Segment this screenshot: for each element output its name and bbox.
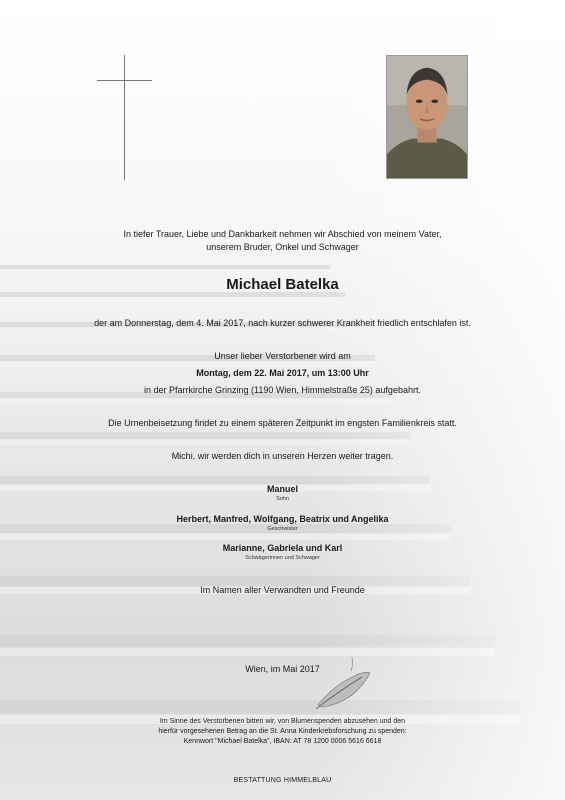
mourner-names: Marianne, Gabriela und Karl (222, 543, 343, 553)
deceased-name: Michael Batelka (226, 276, 339, 293)
mourner-names: Herbert, Manfred, Wolfgang, Beatrix und Angelika (176, 514, 389, 524)
farewell-line: Michi, wir werden dich in unseren Herzen weiter tragen. (171, 451, 394, 461)
donation-line-2: hierfür vorgesehenen Betrag an die St. Anna Kinderkrebsforschung zu spenden: (158, 728, 407, 735)
intro-line-1: In tiefer Trauer, Liebe und Dankbarkeit nehmen wir Abschied von meinem Vater, (123, 229, 442, 239)
relatives-line: Im Namen aller Verwandten und Freunde (200, 585, 365, 595)
urn-notice: Die Urnenbeisetzung findet zu einem späteren Zeitpunkt im engsten Familienkreis statt. (108, 418, 457, 428)
mourner-relation: Sohn (276, 496, 289, 502)
viewing-intro: Unser lieber Verstorbener wird am (214, 351, 351, 361)
death-notice: der am Donnerstag, dem 4. Mai 2017, nach kurzer schwerer Krankheit friedlich entschlafen ist. (94, 318, 471, 328)
portrait-photo (386, 55, 468, 179)
viewing-location: in der Pfarrkirche Grinzing (1190 Wien, Himmelstraße 25) aufgebahrt. (144, 385, 421, 395)
mourner-relation: Schwägerinnen und Schwager (245, 555, 320, 561)
feather-icon (312, 655, 372, 715)
intro-line-2: unserem Bruder, Onkel und Schwager (206, 242, 359, 252)
donation-line-3: Kennwort "Michael Batelka", IBAN: AT 78 1200 0006 5616 6618 (183, 738, 382, 745)
donation-line-1: Im Sinne des Verstorbenen bitten wir, von Blumenspenden abzusehen und den (159, 718, 406, 725)
cross-icon-bar (97, 80, 152, 81)
funeral-home: BESTATTUNG HIMMELBLAU (233, 777, 332, 784)
cross-icon (124, 55, 125, 180)
place-date: Wien, im Mai 2017 (245, 664, 320, 674)
viewing-date: Montag, dem 22. Mai 2017, um 13:00 Uhr (196, 368, 369, 378)
mourner-relation: Geschwister (267, 526, 298, 532)
mourner-names: Manuel (266, 484, 298, 494)
